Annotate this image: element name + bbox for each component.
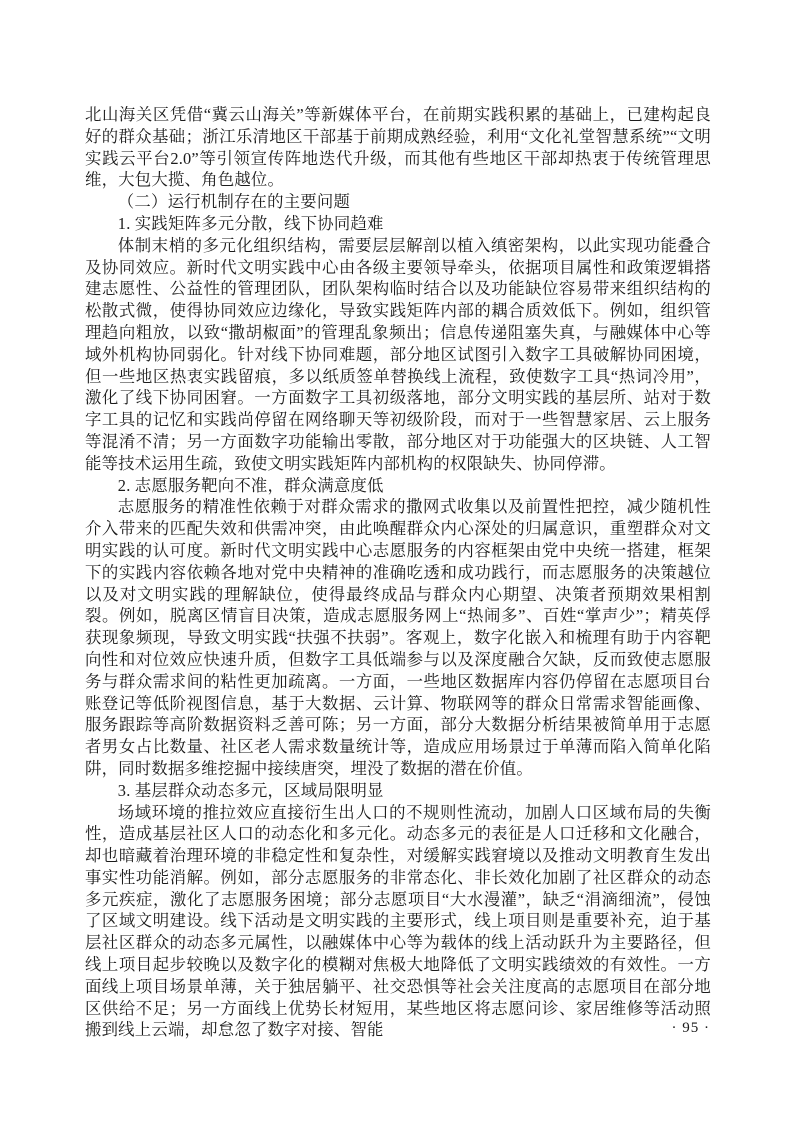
numbered-heading-3: 3. 基层群众动态多元，区域局限明显 [117,780,384,800]
paragraph-body-1: 体制末梢的多元化组织结构，需要层层解剖以植入缜密架构，以此实现功能叠合及协同效应。新时代文明实践中心由各级主要领导牵头，依据项目属性和政策逻辑搭建志愿性、公益性的管理团队，团队架构临时结合以及功能缺位容易带来组织结构的松散式微，使得协同效应边缘化，导致实践矩阵内部的耦合质效低下。例如，组织管理趋向粗放，以致“撒胡椒面”的管理乱象频出；信息传递阻塞失真，与融媒体中心等域外机构协同弱化。针对线下协同难题，部分地区试图引入数字工具破解协同困境，但一些地区热衷实践留痕，多以纸质签单替换线上流程，致使数字工具“热词冷用”，激化了线下协同困窘。一方面数字工具初级落地，部分文明实践的基层所、站对于数字工具的记忆和实践尚停留在网络聊天等初级阶段，而对于一些智慧家居、云上服务等混淆不清；另一方面数字功能输出零散，部分地区对于功能强大的区块链、人工智能等技术运用生疏，致使文明实践矩阵内部机构的权限缺失、协同停滞。 [85,235,711,473]
numbered-heading-1: 1. 实践矩阵多元分散，线下协同趋难 [117,213,384,233]
paragraph-body-2: 志愿服务的精准性依赖于对群众需求的撒网式收集以及前置性把控，减少随机性介入带来的匹配失效和供需冲突，由此唤醒群众内心深处的归属意识，重塑群众对文明实践的认可度。新时代文明实践中心志愿服务的内容框架由党中央统一搭建，框架下的实践内容依赖各地对党中央精神的准确吃透和成功践行，而志愿服务的决策越位以及对文明实践的理解缺位，使得最终成品与群众内心期望、决策者预期效果相割裂。例如，脱离区情盲目决策，造成志愿服务网上“热闹多”、百姓“掌声少”；精英俘获现象频现，导致文明实践“扶强不扶弱”。客观上，数字化嵌入和梳理有助于内容靶向性和对位效应快速升质，但数字工具低端参与以及深度融合欠缺，反而致使志愿服务与群众需求间的粘性更加疏离。一方面，一些地区数据库内容仍停留在志愿项目台账登记等低阶视图信息，基于大数据、云计算、物联网等的群众日常需求智能画像、服务跟踪等高阶数据资料乏善可陈；另一方面，部分大数据分析结果被简单用于志愿者男女占比数量、社区老人需求数量统计等，造成应用场景过于单薄而陷入简单化陷阱，同时数据多维挖掘中接续唐突，埋没了数据的潜在价值。 [85,497,711,778]
page-number: · 95 · [671,1020,710,1036]
numbered-heading-2: 2. 志愿服务靶向不准，群众满意度低 [117,475,384,495]
page-body-text [85,104,711,1041]
subsection-heading: （二）运行机制存在的主要问题 [117,192,351,212]
paragraph-continuation: 北山海关区凭借“冀云山海关”等新媒体平台，在前期实践积累的基础上，已建构起良好的群众基础；浙江乐清地区干部基于前期成熟经验，利用“文化礼堂智慧系统”“文明实践云平台2.0”等引领宣传阵地迭代升级，而其他有些地区干部却热衷于传统管理思维，大包大揽、角色越位。 [85,105,711,190]
paragraph-body-3: 场域环境的推拉效应直接衍生出人口的不规则性流动，加剧人口区域布局的失衡性，造成基层社区人口的动态化和多元化。动态多元的表征是人口迁移和文化融合，却也暗藏着治理环境的非稳定性和复杂性，对缓解实践窘境以及推动文明教育生发出事实性功能消解。例如，部分志愿服务的非常态化、非长效化加剧了社区群众的动态多元疾症，激化了志愿服务困境；部分志愿项目“大水漫灌”，缺乏“涓滴细流”，侵蚀了区域文明建设。线下活动是文明实践的主要形式，线上项目则是重要补充，迫于基层社区群众的动态多元属性，以融媒体中心等为载体的线上活动跃升为主要路径，但线上项目起步较晚以及数字化的模糊对焦极大地降低了文明实践绩效的有效性。一方面线上项目场景单薄，关于独居躺平、社交恐惧等社会关注度高的志愿项目在部分地区供给不足；另一方面线上优势长材短用，某些地区将志愿问诊、家居维修等活动照搬到线上云端，却怠忽了数字对接、智能 [85,802,711,1040]
